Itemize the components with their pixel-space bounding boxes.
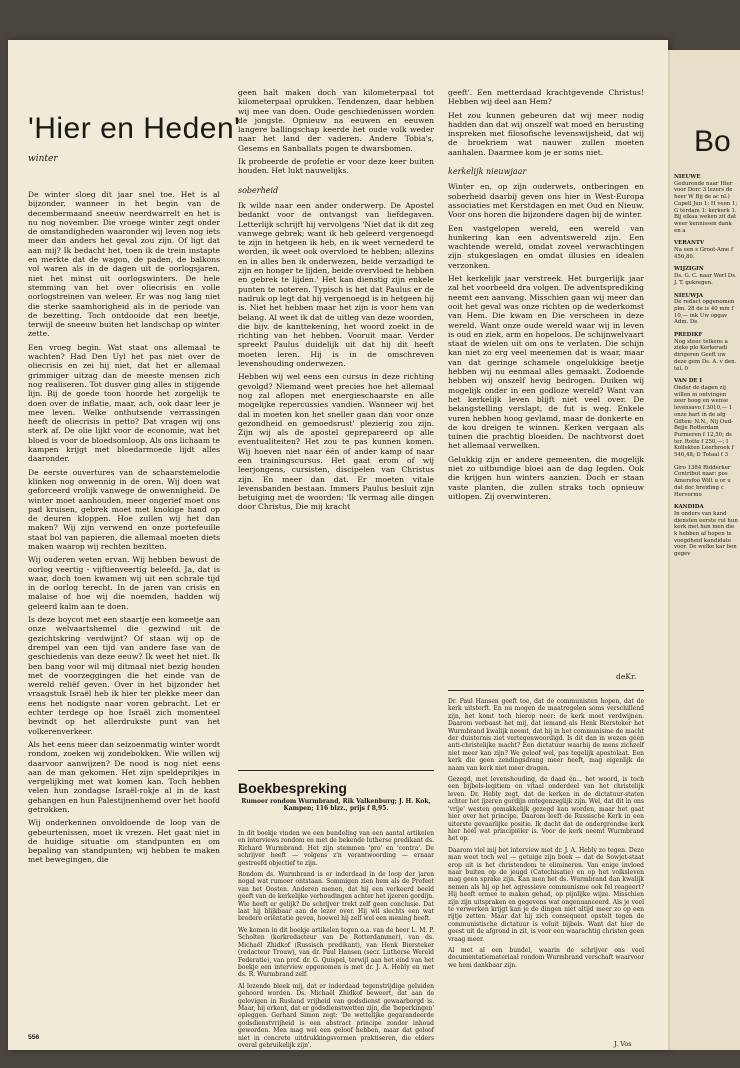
notice-text: Gedurende naar Hier voor Dorc 3 lezers de heer W Bij de ac nl.) Capell Jun 1; H veen 1; G terdam 1: kerkerk 1. Bij elkaa weken zit dat weer kennissen dank en a — [674, 180, 738, 234]
paragraph: Ik probeerde de profetie er voor deze keer buiten houden. Het lukt nauwelijks. — [238, 157, 434, 176]
right-page-title: Bo — [694, 125, 731, 158]
paragraph: Als het eens meer dan seizoenmatig winter wordt rondom, zoeken wij zondebokken. Wie willen wij daarvoor aanwijzen? De nood is nog niet eens aan de man gekomen. Het zijn speldeprikjes in vergelijking met wat komen kan. Toch hebben velen hun zondagse Israël-rokje al in de kast gehangen en hun Palestijnenhemd over het hoofd getrokken. — [28, 739, 220, 814]
review-signature: J. Vos — [614, 1040, 632, 1048]
paragraph: Al met al een bundel, waarin de schrijver ons veel documentatiemateriaal rondom Wurmbrand verschaft waarvoor we hem dankbaar zijn. — [448, 947, 644, 969]
notice-heading: VERANTV — [674, 240, 705, 247]
notice-heading: NIEUWJA — [674, 292, 704, 299]
column-2 — [238, 88, 434, 688]
paragraph: In dit boekje vinden we een bundeling van een aantal artikelen en interviews rondom en met de bekende lutherse predikant ds. Richard Wurmbrand. Het zijn stemmen 'pro' en 'contra'. De schrijver heeft — volgens z'n verantwoording — ernaar gestreefd objectief te zijn. — [238, 830, 434, 867]
column-3 — [448, 88, 644, 688]
book-review-column-b — [448, 698, 644, 1038]
notice-heading: VAN DE I — [674, 378, 702, 385]
page-title: 'Hier en Heden' — [28, 112, 241, 145]
paragraph: Al lezende bleek mij, dat er inderdaad tegenstrijdige geluiden gehoord worden. Ds. Michaël Zhidkof beweert, dat aan de gelovigen in Rusland vrijheid van godsdienst gewaarborgd is. Maar, hij erkent, dat er godsdienstwetten zijn, die 'beperkingen' opleggen. Gerhard Simon zegt: 'De wettelijke gegarandeerde godsdienstvrijheid is een abstract principe zonder inhoud geworden. Men mag wel een geloof hebben, maar dat geloof niet in concrete uitdrukkingsvormen praktiseren, die elders overal gebruikelijk zijn'. — [238, 982, 434, 1049]
paragraph: geeft'. Een metterdaad krachtgevende Christus! Hebben wij deel aan Hem? — [448, 88, 644, 107]
paragraph: Wij onderkennen onvoldoende de loop van de gebeurtenissen, moet ik vrezen. Het gaat niet in de huidige situatie om standpunten en om bepaling van standpunten; wij hebben te maken met bewegingen, die — [28, 818, 220, 865]
notice-text: In onders van kand diensten eerste rul hun kerk met hun men die k hebben af hopen te voegdheid kandidate voor. De welke kar ben gegev — [674, 510, 738, 558]
paragraph: Het zou kunnen gebeuren dat wij meer nodig hadden dan dat wij onszelf wat moed en berusting inspreken met filosofische levenswijsheid, dat wij de broekriem wat nauwer zullen moeten aanhalen. Daarmee kom je er soms niet. — [448, 110, 644, 157]
notice-text: Ds. G. C. naar Werl Ds. J. T. gekregen. — [674, 273, 737, 286]
paragraph: Ik wilde naar een ander onderwerp. De Apostel bedankt voor de ontvangst van liefdegaven. Letterlijk schrijft hij vervolgens 'Niet dat ik dit zeg vanwege gebrek; want ik heb geleerd vergenoegd te zijn in hetgeen ik heb, en ik weet vernederd te worden, ik weet ook overvloed te hebben; allezins en in alles ben ik onderwezen, beide verzadigd te zijn en honger te lijden, beide overvloed te hebben en gebrek te lijden.' Het kan dienstig zijn enkele punten te noteren. Typisch is het dat Paulus er de nadruk op legt dat hij vergenoegd is in hetgeen hij is. Niet het hebben maar het zijn is voor hem van belang. Al weet ik dat de uitleg van deze woorden, die bijv. de kanttekening, het woord zoekt in de richting van het hebben. Vooruit maar. Verder spreekt Paulus duidelijk uit dat hij dit heeft moeten leren. Hij is in de omschreven levenshouding onderwezen. — [238, 200, 434, 369]
paragraph: Het kerkelijk jaar verstreek. Het burgerlijk jaar zal het voorbeeld dra volgen. De adventsprediking neemt een aanvang. Misschien gaan wij meer dan ooit het geval was onze richten op de wederkomst van Hem. Die kwam en Die verscheen in deze wereld. Want onze oude wereld waar wij in leven is oud en ziek, arm en hopeloos. De schijnwelvaart staat de wielen uit om ons te verlaten. Die schijn kan niet zo erg veel meenemen dat is waar, maar van dat geringe schamele ongelukkige beetje hebben wij nu eenmaal alles gemaakt. Zodoende hebben wij onszelf hevig bedrogen. Duiken wij mogelijk onder in een godloze wereld? Want van het kerkelijk leven blijft niet veel over. De belangstelling verslapt, de fut is weg. Enkele vuren hebben hoog gevlamd, maar de donkerte en de kou dreigen te winnen. Kerken vergaan als tuinen die prachtig bloeiden. De nachtvorst doet het allemaal verwelken. — [448, 274, 644, 451]
paragraph: Een vroeg begin. Wat staat ons allemaal te wachten? Had Den Uyl het pas niet over de oliecrisis en zei hij niet, dat het er allemaal grimmiger uitzag dan de meeste mensen zich nog realiseren. Tot dusver ging alles in stijgende lijn. Bij de goede toon hoorde het zorgelijk te doen over de inflatie, maar, ach, ook daar leer je mee leven. Welke onthutsende verrassingen heeft de oliecrisis in petto? Dat vragen wij ons sterk af. De olie lijkt voor de economie, wat het bloed is voor de bloedsomloop. Als ons lichaam te kampen krijgt met bloedarmoede lijdt alles daaronder. — [28, 342, 220, 464]
paragraph: Dr. Paul Hansen geeft toe, dat de communisten hopen, dat de kerk uitsterft. En nu mogen de maatregelen soms verschillend zijn, het komt toch hierop neer: de kerk moet verdwijnen. Daarom verbaast het mij, dat iemand als Henk Biersteker het Wurmbrand kwalijk neemt, dat hij in het communisme de macht der duisternis ziet vertegenwoordigd. Is dit dan in wezen géén anti-christelijke macht? Een dictatuur waarbij de mens zichzelf niet meer kan zijn? We geloof wel, pas tegelijk apostolaat. Een kerk die geen zendingsdrang meer heeft, mag eigenlijk de naam van kerk niet meer dragen. — [448, 698, 644, 772]
section-heading: kerkelijk nieuwjaar — [448, 167, 527, 177]
column-1 — [28, 190, 220, 1035]
right-page — [668, 50, 740, 1050]
paragraph: Rondom ds. Wurmbrand is er inderdaad in de loop der jaren nogal wat rumoer ontstaan. Sommigen zien hem als de Profeet van het Oosten. Anderen menen, dat hij een verkeerd beeld geeft van de kerkelijke verhoudingen achter het ijzeren gordijn. Wie heeft er gelijk? De schrijver trekt zelf geen conclusie. Dat laat hij blijkbaar aan de lezer over. Hij wil slechts een wat bredere oriëntatie geven, hoewel hij zelf wel een mening heeft. — [238, 871, 434, 923]
paragraph: Hebben wij wel eens een cursus in deze richting gevolgd? Niemand weet precies hoe het allemaal nog zal aflopen met energieschaarste en alle mogelijke repercussies vandien. Wanneer wij het dal in moeten kon het sneller gaan dan voor onze gezondheid en gemoedsrust' plezierig zou zijn. Zijn wij als de apostel geprepareerd op alle eventualiteiten? Het zou te pas kunnen komen. Wij hoeven niet naar één of ander kamp of naar een trainingscursus. Het gaat erom of wij leerjongens, cursisten, discipelen van Christus zijn. En meer dan dat. Er moeten vitale levensbanden bestaan. Immers Paulus besluit zijn betuiging met de woorden: 'Ik vermag alle dingen door Christus, Die mij kracht — [238, 372, 434, 512]
notice-heading: NIEUWE — [674, 174, 701, 180]
notice-heading: PREDIKF — [674, 332, 703, 339]
notice-text: De redact opgenomen plm. 28 de is 40 mm f 10,— ink Uw opgav Adm. De — [674, 299, 735, 326]
paragraph: Daarom viel mij het interview met dr. J. A. Hebly zo tegen. Deze man weet toch wel — getuige zijn boek — dat de Sowjet-staat erop uit is het christendom te elimineren. Van enige invloed naar buiten op de jeugd (Catechisatie) en op het volksleven mag geen sprake zijn. Kan men het ds. Wurmbrand dan kwalijk nemen als hij op het agressieve communisme ook fel reageert? Hij heeft ermee te maken gehad, op pijnlijke wijze. Misschien zijn zijn uitspraken en gegevens wat ongenuanceerd. Als je veel te verwerken krijgt kan je de dingen niet altijd meer zo op een rijtje zetten. Maar dat hij zich consequent opstelt tegen de communistische dictatuur is voluit bijbels. Want dat hier de geest uit de afgrond in zit, is voor een waarachtig christen geen vraag meer. — [448, 846, 644, 943]
paragraph: Is deze boycot met een staartje een komeetje aan onze welvaartshemel die gezwind uit de gezichtskring verdwijnt? Of staan wij op de drempel van een tijd van andere fase van de geschiedenis van deze eeuw? Ik weet het niet. Ik ben bang voor wil mij ditmaal niet bezig houden met de voorzeggingen die het einde van de wereld reliëf geven. Over in het bijzonder het vraagstuk Israël heb ik hier ter plekke meer dan eens het nodigste naar voren gebracht. Let er echter terdege op hoe Israël zich momenteel bevindt op het allerdrukste punt van het volkerenverkeer. — [28, 615, 220, 736]
notice-heading: KANDIDA — [674, 504, 704, 511]
left-page — [8, 40, 668, 1050]
paragraph: De eerste ouvertures van de schaarstemelodie klinken nog onwennig in de oren. Wij doen wat geforceerd vrolijk vanwege de onwennigheid. De winter moet aanhouden, meer ongerief moet ons pad kruisen, gebrek moet met knokige hand op de deuren kloppen. Hoe zullen wij het dan maken? Wij zijn verwend en onze portefeuille staat bol van papieren, die allemaal moeten diets maken waarop wij rechten bezitten. — [28, 467, 220, 551]
paragraph: Een vastgelopen wereld, een wereld van hunkering kan een adventswereld zijn. Een wachtende wereld, omdat zoveel verwachtingen zijn stukgeslagen en omdat illusies en idealen verzonken. — [448, 223, 644, 270]
book-review-column-a — [238, 830, 434, 1049]
paragraph: geen halt maken doch van kilometerpaal tot kilometerpaal oprukken. Tendenzen, daar hebben wij mee van doen. Oude geschiedenissen worden de jongste. Opnieuw na eeuwen en eeuwen langere ballingschap keerde het oude volk weder naar het land der vaderen. Andere Tobia's, Gesems en Sanballats pogen te dwarsbomen. — [238, 88, 434, 153]
notice-text: Nog steec telkens a zieke plo Kerkeradi dirigeren Geeft uw deze gem Ds. A. v den. tel. 0 — [674, 338, 737, 372]
divider — [448, 690, 644, 691]
divider — [238, 770, 434, 771]
paragraph: De winter sloeg dit jaar snel toe. Het is al bijzonder, wanneer in het begin van de decembermaand sneeuw neerdwarrelt en het is nu nog november. Die vroege winter zegt onder de omstandigheden waaronder wij leven nog iets meer dan anders het geval zou zijn. Of ligt dat aan mij? Ik bedacht het, toen ik de trein instapte en merkte dat de wagon, de paden, de balkons vol waren als in de dagen uit de oorlogsjaren, niet het minst uit oorlogswinters. De hele stemming van het over oliecrisis en volle oorlogstreinen van weleer. Er was nog lang niet die sterke saamhorigheid als in de periode van de bezetting. Toch ontdooide dat een beetje, terwijl de sneeuw buiten het landschap op winter zette. — [28, 190, 220, 339]
section-heading: soberheid — [238, 185, 279, 195]
paragraph: We komen in dit boekje artikelen tegen o.a. van de heer L. M. P. Scholten (kerkredacteur van De Rotterdammer), van ds. Michaël Zhidkof (Russisch predikant), van Henk Biersteker (redacteur Trouw), van dr. Paul Hansen (secr. Lutherse Wereld Federatie), van prof. dr. G. Quispel, terwijl aan het eind van het boekje een interview opgenomen is met dr. J. A. Hebly en met ds. R. Wurmbrand zelf. — [238, 926, 434, 979]
paragraph: Winter en, op zijn ouderwets, ontberingen en soberheid daarbij geven ons hier in West-Europa associaties met Kerstdagen en met Oud en Nieuw. Voor ons horen die bijzondere dagen bij de winter. — [448, 182, 644, 220]
article-signature: deKr. — [616, 672, 637, 681]
notice-text: Na een s Groot-Ame f 456,80. — [674, 247, 733, 260]
paragraph: Wij ouderen weten ervan. Wij hebben bewust de oorlog veertig - vijftienveertig beleefd. Ja, dat is waar, doch toen kwamen wij uit een schrale tijd in de oorlog terecht. In de jaren van crisis en malaise of hoe wij die noemden, hadden wij geleerd kalm aan te doen. — [28, 555, 220, 611]
notice-text: Onder de dagen zij willen m ontvingen zeer hoog en wense levensavo f 3010,— 1 onze hart in de afg Giften: N.N., Nij Oud-Bejje Rotterdam Purmeren f 12,50; ds ter. Rotte f 250,—; I Kollekten Leerbroek f 546,48; D Totaal f 3 — [674, 384, 734, 459]
right-page-column — [674, 168, 738, 558]
book-review-subheading: Rumoer rondom Wurmbrand, Rik Valkenburg; J. H. Kok, Kampen; 116 blzz., prijs f 8,95. — [241, 798, 431, 813]
paragraph: Gelukkig zijn er andere gemeenten, die mogelijk niet zo uitbundige bloei aan de dag legden. Ook die krijgen hun winters aanzien. Doch er staan vaste planten, die zullen straks toch opnieuw uitlopen. Zij overwinteren. — [448, 454, 644, 501]
book-review-heading: Boekbespreking — [238, 780, 347, 796]
page-number: 556 — [28, 1034, 40, 1041]
notice-heading: WIJZIGIN — [674, 266, 704, 273]
paragraph: Gezegd, met levenshouding, de daad én... het woord, is toch een bijbels-legitiem en vitaal onderdeel van het christelijk leven. Dr. Hebly zegt, dat de kerken in de dictatuur-staten achter het ijzeren gordijn ontegenzeglijk zijn. Wel, dat dit in ons 'vrije' westen gemakkelijk gezegd kan worden, maar het gaat hier over het principe. Daarom leeft de Russische Kerk in een uiterste gevaarlijke positie. Ik dacht dat de ondergrondse kerk hier héél wat principiëler is. Voor de kerk neemt Wurmbrand het op. — [448, 776, 644, 843]
notice-text: Giro 1384 Ridderker Contribut naar: pos Amersfoo Wilt u or u dat doc breiding c Hervormo — [674, 464, 731, 498]
page-subtitle: winter — [28, 154, 58, 164]
